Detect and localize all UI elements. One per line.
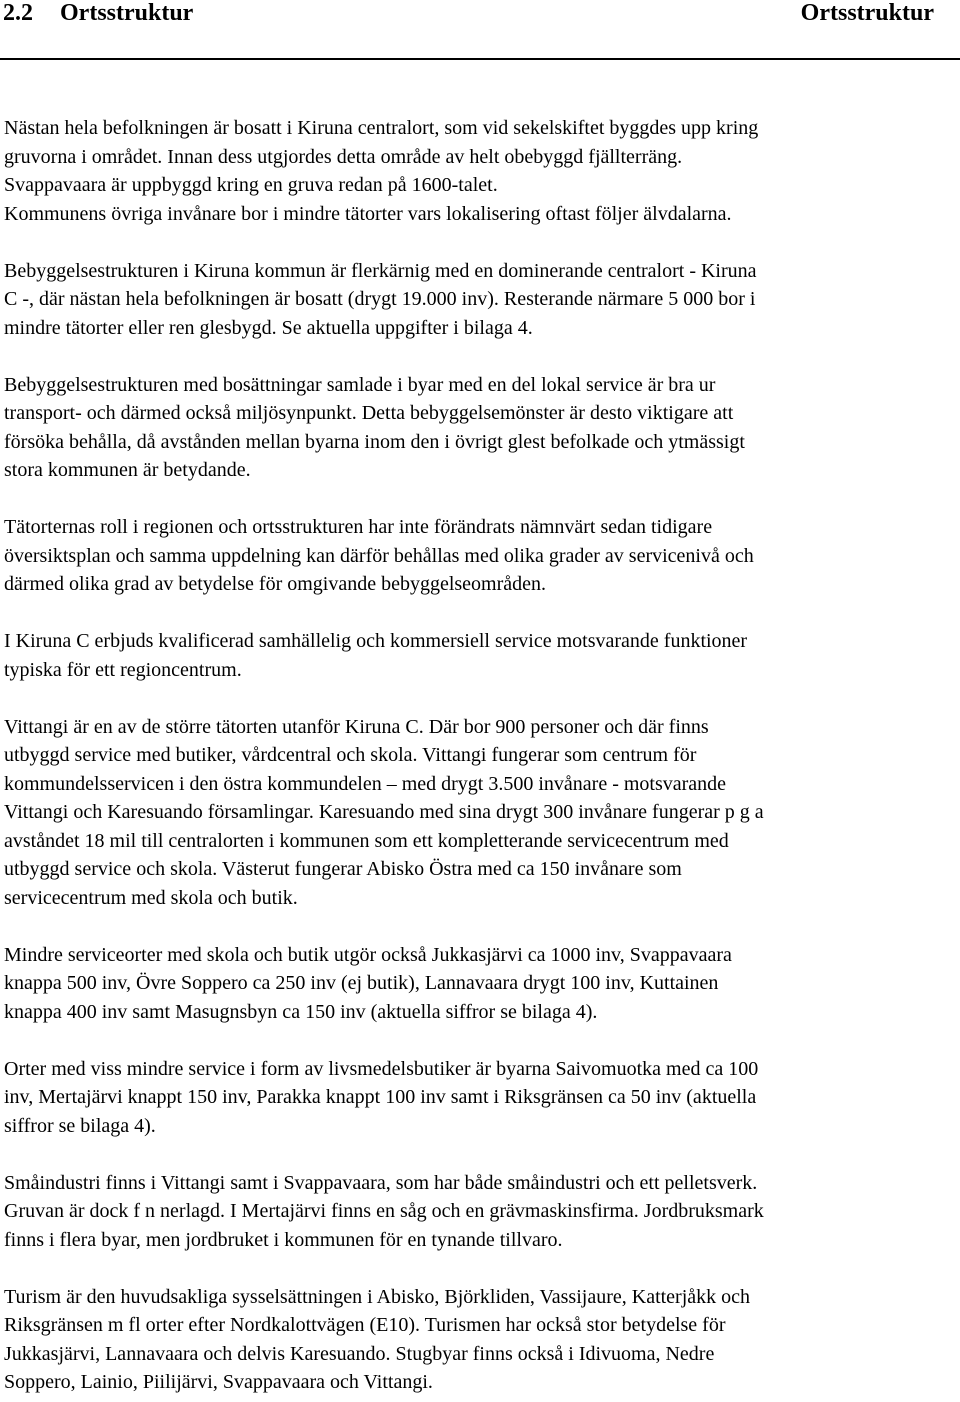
text-line: Jukkasjärvi, Lannavaara och delvis Karesuando. Stugbyar finns också i Idivuoma, Nedre [4,1342,715,1365]
text-line: finns i flera byar, men jordbruket i kommunen för en tynande tillvaro. [4,1228,563,1251]
text-line: Nästan hela befolkningen är bosatt i Kiruna centralort, som vid sekelskiftet byggdes upp kring [4,117,759,139]
text-line: knappa 400 inv samt Masugnsbyn ca 150 inv (aktuella siffror se bilaga 4). [4,1000,598,1023]
text-line: Vittangi är en av de större tätorten utanför Kiruna C. Där bor 900 personer och där finns [4,715,709,738]
text-line: Turism är den huvudsakliga sysselsättningen i Abisko, Björkliden, Vassijaure, Katterjåkk och [4,1285,751,1308]
paragraph [4,114,956,228]
text-line: Bebyggelsestrukturen med bosättningar samlade i byar med en del lokal service är bra ur [4,373,716,396]
paragraph-gap [4,684,956,713]
paragraph [4,371,956,485]
text-line: inv, Mertajärvi knappt 150 inv, Parakka knappt 100 inv samt i Riksgränsen ca 50 inv (aktuella [4,1086,757,1108]
text-line: Vittangi och Karesuando församlingar. Karesuando med sina drygt 300 invånare fungerar p g a [4,801,764,823]
paragraph [4,1169,956,1255]
paragraph [4,1055,956,1141]
paragraph-gap [4,912,956,941]
text-line: översiktsplan och samma uppdelning kan därför behållas med olika grader av servicenivå och [4,544,754,567]
paragraph [4,513,956,599]
text-line: Mindre serviceorter med skola och butik utgör också Jukkasjärvi ca 1000 inv, Svappavaara [4,943,732,966]
text-line: stora kommunen är betydande. [4,459,251,481]
document-body [4,114,956,1397]
text-line: transport- och därmed också miljösynpunkt. Detta bebyggelsemönster är desto viktigare att [4,402,734,424]
text-line: utbyggd service och skola. Västerut fungerar Abisko Östra med ca 150 invånare som [4,858,682,880]
text-line: Svappavaara är uppbyggd kring en gruva redan på 1600-talet. [4,174,498,196]
text-line: knappa 500 inv, Övre Soppero ca 250 inv (ej butik), Lannavaara drygt 100 inv, Kuttainen [4,972,719,994]
running-header-title: Ortsstruktur [800,0,934,26]
paragraph [4,713,956,913]
text-line: Riksgränsen m fl orter efter Nordkalottvägen (E10). Turismen har också stor betydelse för [4,1314,726,1336]
text-line: Gruvan är dock f n nerlagd. I Mertajärvi finns en såg och en grävmaskinsfirma. Jordbruksmark [4,1200,764,1222]
paragraph-gap [4,228,956,257]
paragraph-gap [4,342,956,371]
text-line: I Kiruna C erbjuds kvalificerad samhällelig och kommersiell service motsvarande funktioner [4,630,748,652]
text-line: kommundelsservicen i den östra kommundelen – med drygt 3.500 invånare - motsvarande [4,772,727,795]
text-line: mindre tätorter eller ren glesbygd. Se aktuella uppgifter i bilaga 4. [4,316,533,339]
section-number: 2.2 [3,0,33,26]
text-line: försöka behålla, då avstånden mellan byarna inom den i övrigt glest befolkade och ytmässigt [4,430,745,453]
paragraph [4,257,956,343]
text-line: servicecentrum med skola och butik. [4,886,298,909]
text-line: avståndet 18 mil till centralorten i kommunen som ett kompletterande servicecentrum med [4,829,729,852]
section-title: Ortsstruktur [60,0,194,26]
paragraph [4,1283,956,1397]
text-line: Småindustri finns i Vittangi samt i Svappavaara, som har både småindustri och ett pelletsverk. [4,1171,758,1194]
text-line: typiska för ett regioncentrum. [4,658,242,681]
text-line: därmed olika grad av betydelse för omgivande bebyggelseområden. [4,573,547,595]
text-line: siffror se bilaga 4). [4,1114,156,1137]
page-header [0,0,960,60]
text-line: Tätorternas roll i regionen och ortsstrukturen har inte förändrats nämnvärt sedan tidigare [4,516,713,538]
paragraph [4,627,956,684]
text-line: Soppero, Lainio, Piilijärvi, Svappavaara och Vittangi. [4,1371,433,1393]
text-line: Orter med viss mindre service i form av livsmedelsbutiker är byarna Saivomuotka med ca 100 [4,1057,759,1080]
text-line: Bebyggelsestrukturen i Kiruna kommun är flerkärnig med en dominerande centralort - Kiruna [4,259,757,282]
paragraph [4,941,956,1027]
text-line: Kommunens övriga invånare bor i mindre tätorter vars lokalisering oftast följer älvdalarna. [4,202,732,225]
paragraph-gap [4,485,956,514]
text-line: utbyggd service med butiker, vårdcentral och skola. Vittangi fungerar som centrum för [4,744,697,766]
paragraph-gap [4,1140,956,1169]
paragraph-gap [4,1254,956,1283]
paragraph-gap [4,1026,956,1055]
text-line: gruvorna i området. Innan dess utgjordes detta område av helt obebyggd fjällterräng. [4,145,683,168]
paragraph-gap [4,599,956,628]
text-line: C -, där nästan hela befolkningen är bosatt (drygt 19.000 inv). Resterande närmare 5 000 bor i [4,288,756,310]
